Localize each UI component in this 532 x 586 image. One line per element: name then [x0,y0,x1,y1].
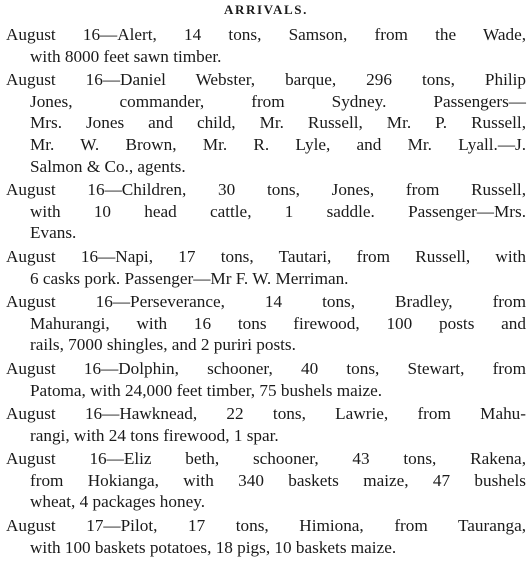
arrival-entry-perseverance [6,291,526,356]
entry-line: August 16—Hawknead, 22 tons, Lawrie, from Mahu- [6,404,526,424]
arrival-entry-hawknead [6,403,526,446]
entry-line: Mahurangi, with 16 tons firewood, 100 posts and [30,313,526,333]
arrival-entry-daniel-webster [6,69,526,177]
entry-line: wheat, 4 packages honey. [30,492,205,512]
arrival-entry-alert [6,24,526,67]
entry-line: with 10 head cattle, 1 saddle. Passenger—Mrs. [30,201,526,221]
arrival-entry-elizabeth [6,448,526,513]
entry-line: from Hokianga, with 340 baskets maize, 47 bushels [30,470,526,490]
arrival-entry-napi [6,246,526,289]
entry-line: Patoma, with 24,000 feet timber, 75 bushels maize. [30,380,383,400]
entry-line: Jones, commander, from Sydney. Passengers— [30,91,526,111]
entry-line: with 8000 feet sawn timber. [30,46,222,66]
entry-line: rangi, with 24 tons firewood, 1 spar. [30,425,279,445]
section-heading: ARRIVALS. [224,2,308,17]
entry-line: Salmon & Co., agents. [30,156,186,176]
arrival-entry-dolphin [6,358,526,401]
arrival-entry-pilot [6,515,526,558]
entry-line: rails, 7000 shingles, and 2 puriri posts. [30,335,296,355]
entry-line: August 16—Children, 30 tons, Jones, from Russell, [6,180,526,200]
entry-line: August 16—Napi, 17 tons, Tautari, from Russell, with [6,246,526,266]
entry-line: with 100 baskets potatoes, 18 pigs, 10 baskets maize. [30,537,397,557]
entry-line: August 16—Daniel Webster, barque, 296 tons, Philip [6,70,526,90]
entry-line: Evans. [30,223,77,243]
entry-line: August 17—Pilot, 17 tons, Himiona, from Tauranga, [6,516,526,536]
entry-line: August 16—Perseverance, 14 tons, Bradley, from [6,292,526,312]
entry-line: August 16—Dolphin, schooner, 40 tons, Stewart, from [6,358,526,378]
entry-line: Mr. W. Brown, Mr. R. Lyle, and Mr. Lyall.—J. [30,134,526,154]
entry-line: August 16—Eliz beth, schooner, 43 tons, Rakena, [6,449,526,469]
entry-line: August 16—Alert, 14 tons, Samson, from the Wade, [6,25,526,44]
arrival-entry-children [6,179,526,244]
entry-line: Mrs. Jones and child, Mr. Russell, Mr. P. Russell, [30,113,526,133]
entry-line: 6 casks pork. Passenger—Mr F. W. Merriman. [30,268,349,288]
